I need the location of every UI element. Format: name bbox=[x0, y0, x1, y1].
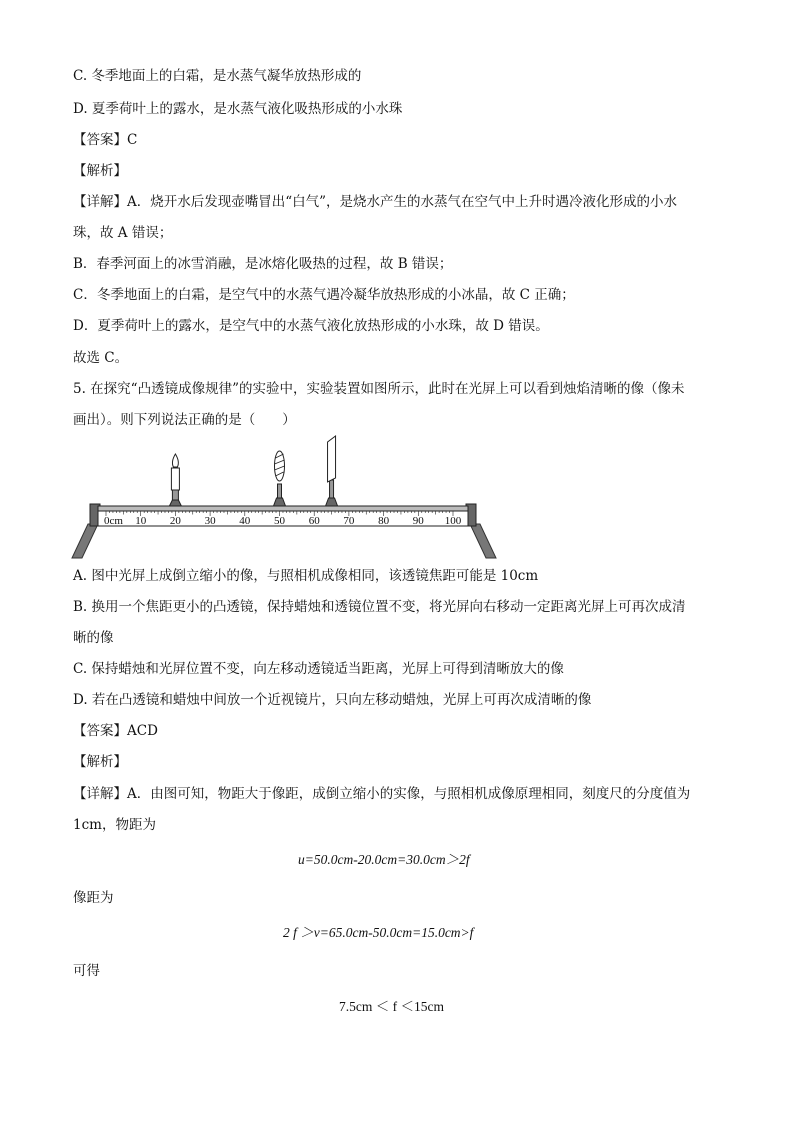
screen-panel bbox=[328, 436, 336, 482]
lens-base bbox=[274, 498, 286, 506]
bench-left-leg bbox=[72, 524, 98, 558]
ruler-label: 90 bbox=[412, 515, 424, 527]
q4-option-d: D. 夏季荷叶上的露水，是水蒸气液化吸热形成的小水珠 bbox=[73, 101, 403, 117]
image-distance-label: 像距为 bbox=[73, 890, 114, 906]
ruler-label: 70 bbox=[343, 515, 355, 527]
q5-answer: 【答案】ACD bbox=[73, 723, 158, 739]
q4-detail-line-2: 珠，故 A 错误； bbox=[73, 225, 173, 241]
q5-detail-line-1: 【详解】A．由图可知，物距大于像距，成倒立缩小的实像，与照相机成像原理相同，刻度尺的分度值为 bbox=[73, 786, 691, 802]
light-screen bbox=[326, 436, 338, 506]
ruler-label: 100 bbox=[444, 515, 462, 527]
ruler-label: 20 bbox=[169, 515, 181, 527]
candle bbox=[169, 454, 181, 506]
ruler-label: 0cm bbox=[104, 515, 123, 527]
q5-stem-line-1: 5. 在探究“凸透镜成像规律”的实验中，实验装置如图所示，此时在光屏上可以看到烛焰清晰的像（像未 bbox=[73, 381, 685, 397]
q5-option-b-line-1: B. 换用一个焦距更小的凸透镜，保持蜡烛和透镜位置不变，将光屏向右移动一定距离光屏上可再次成清 bbox=[73, 599, 686, 615]
q4-detail-d: D．夏季荷叶上的露水，是空气中的水蒸气液化放热形成的小水珠，故 D 错误。 bbox=[73, 318, 549, 334]
candle-body bbox=[171, 468, 179, 490]
ruler-label: 50 bbox=[274, 515, 285, 527]
ruler-label: 60 bbox=[308, 515, 320, 527]
q4-option-c: C. 冬季地面上的白霜，是水蒸气凝华放热形成的 bbox=[73, 68, 362, 84]
candle-base bbox=[169, 500, 181, 506]
ruler-label: 30 bbox=[204, 515, 216, 527]
q4-detail-b: B．春季河面上的冰雪消融，是冰熔化吸热的过程，故 B 错误； bbox=[73, 256, 453, 272]
q4-detail-c: C．冬季地面上的白霜，是空气中的水蒸气遇冷凝华放热形成的小冰晶，故 C 正确； bbox=[73, 287, 575, 303]
candle-flame-icon bbox=[172, 454, 178, 467]
obtain-label: 可得 bbox=[73, 963, 100, 979]
image-distance-equation: 2 f ＞v=65.0cm-50.0cm=15.0cm>f bbox=[283, 925, 474, 940]
q5-analysis-heading: 【解析】 bbox=[73, 754, 127, 770]
ruler-label: 80 bbox=[378, 515, 390, 527]
screen-base bbox=[326, 498, 338, 506]
q5-option-c: C. 保持蜡烛和光屏位置不变，向左移动透镜适当距离，光屏上可得到清晰放大的像 bbox=[73, 661, 564, 677]
q5-option-a: A. 图中光屏上成倒立缩小的像，与照相机成像相同，该透镜焦距可能是 10cm bbox=[73, 568, 539, 584]
bench-top-rail bbox=[98, 506, 468, 511]
q5-option-b-line-2: 晰的像 bbox=[73, 630, 114, 646]
ruler-label: 40 bbox=[239, 515, 251, 527]
q5-option-d: D. 若在凸透镜和蜡烛中间放一个近视镜片，只向左移动蜡烛，光屏上可再次成清晰的像 bbox=[73, 692, 592, 708]
q4-detail-line-1: 【详解】A．烧开水后发现壶嘴冒出“白气”，是烧水产生的水蒸气在空气中上升时遇冷液化形成的小水 bbox=[73, 194, 678, 210]
focal-length-range: 7.5cm ＜ f ＜15cm bbox=[339, 999, 444, 1014]
convex-lens bbox=[274, 451, 286, 506]
q4-analysis-heading: 【解析】 bbox=[73, 163, 127, 179]
q4-conclusion: 故选 C。 bbox=[73, 350, 129, 366]
q4-answer: 【答案】C bbox=[73, 132, 138, 148]
q5-detail-line-2: 1cm，物距为 bbox=[73, 817, 156, 833]
ruler-label: 10 bbox=[135, 515, 147, 527]
lens-glass bbox=[275, 451, 285, 481]
object-distance-equation: u=50.0cm-20.0cm=30.0cm＞2f bbox=[298, 852, 470, 867]
bench-right-leg bbox=[470, 524, 496, 558]
q5-stem-line-2: 画出）。则下列说法正确的是（ ） bbox=[73, 412, 296, 428]
optical-bench-figure bbox=[70, 432, 500, 560]
